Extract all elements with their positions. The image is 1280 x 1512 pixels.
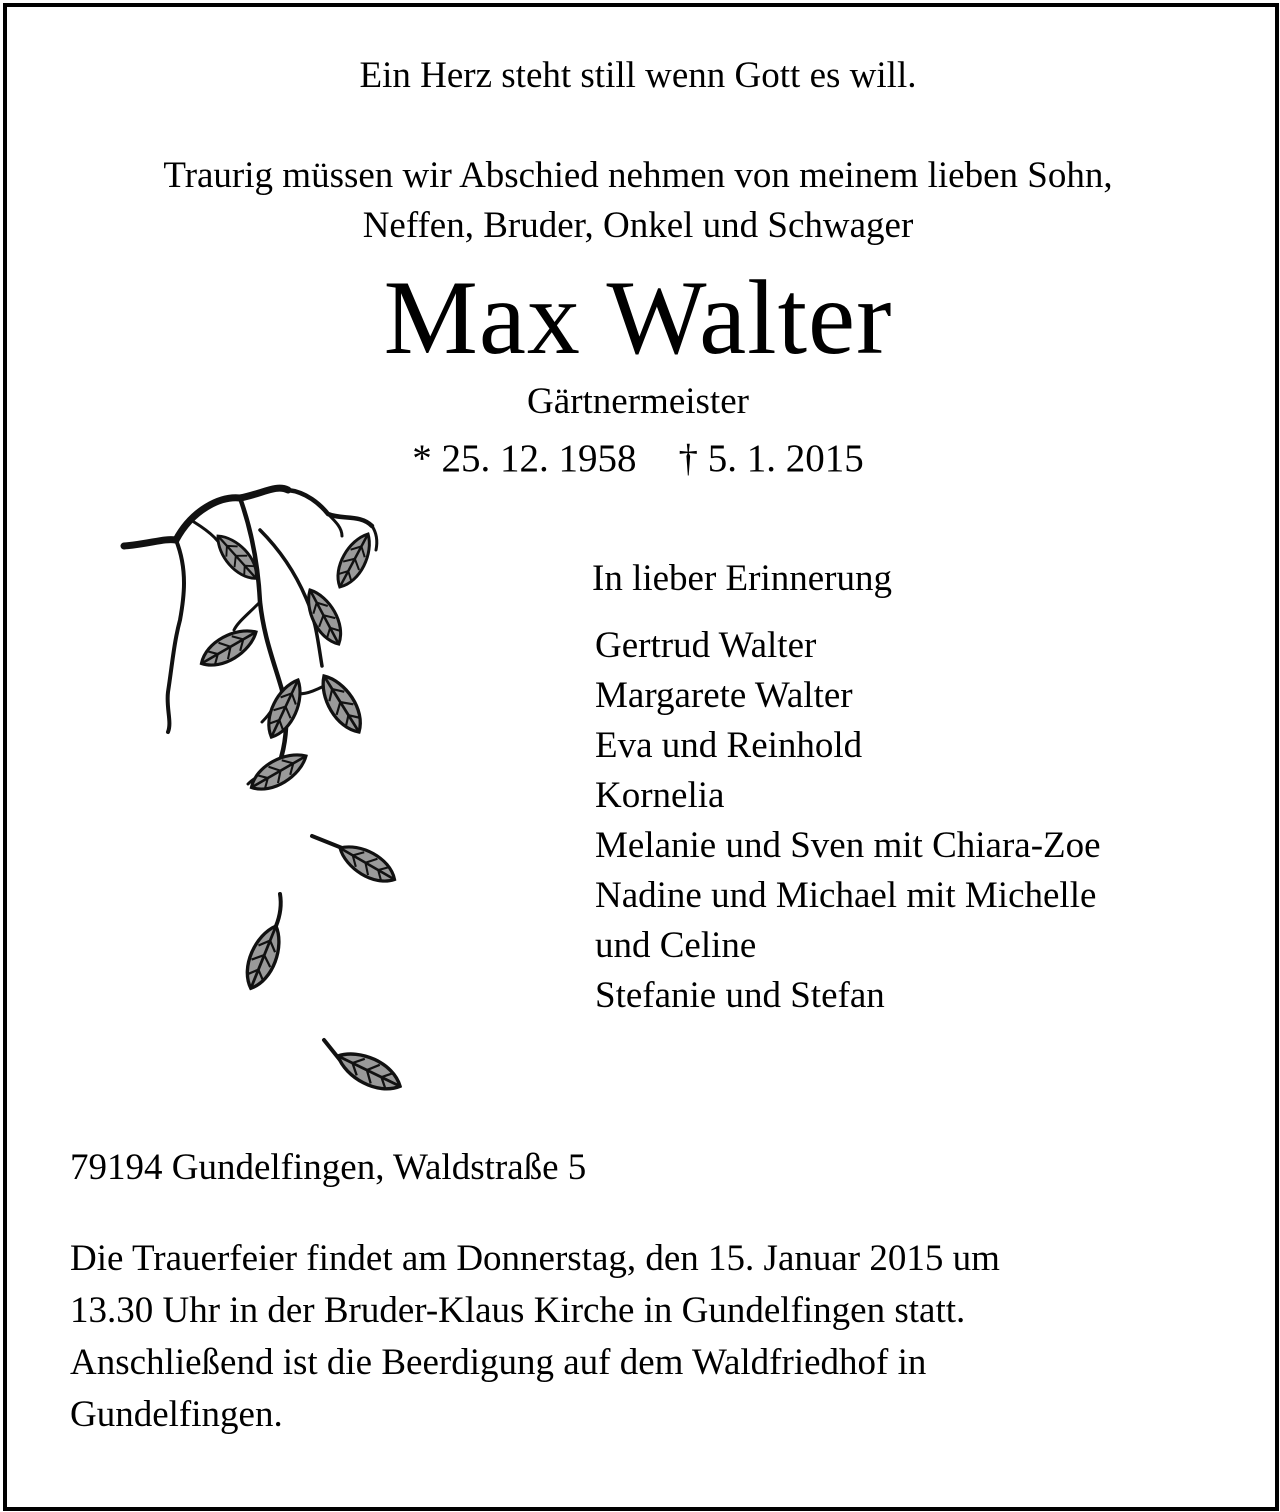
list-item: Eva und Reinhold xyxy=(595,725,863,766)
address: 79194 Gundelfingen, Waldstraße 5 xyxy=(70,1147,587,1188)
ceremony-line: 13.30 Uhr in der Bruder-Klaus Kirche in Gundelfingen statt. xyxy=(70,1290,966,1331)
death-date: † 5. 1. 2015 xyxy=(678,437,864,480)
motto: Ein Herz steht still wenn Gott es will. xyxy=(359,55,917,96)
mourners-list xyxy=(595,624,1101,1024)
list-item: Melanie und Sven mit Chiara-Zoe xyxy=(595,825,1101,866)
memory-title: In lieber Erinnerung xyxy=(592,558,892,599)
intro-line-1: Traurig müssen wir Abschied nehmen von meinem lieben Sohn, xyxy=(163,155,1113,196)
deceased-name: Max Walter xyxy=(383,259,893,376)
branch-with-falling-leaves-icon xyxy=(110,470,430,1110)
list-item: Gertrud Walter xyxy=(595,625,817,666)
profession: Gärtnermeister xyxy=(527,381,749,422)
ceremony-line: Gundelfingen. xyxy=(70,1394,283,1435)
list-item: Stefanie und Stefan xyxy=(595,975,885,1016)
list-item: Nadine und Michael mit Michelle xyxy=(595,875,1097,916)
ceremony-info xyxy=(70,1236,1000,1444)
list-item: und Celine xyxy=(595,925,757,966)
list-item: Margarete Walter xyxy=(595,675,853,716)
ceremony-line: Anschließend ist die Beerdigung auf dem Waldfriedhof in xyxy=(70,1342,927,1383)
birth-date: * 25. 12. 1958 xyxy=(412,437,637,480)
list-item: Kornelia xyxy=(595,775,725,816)
ceremony-line: Die Trauerfeier findet am Donnerstag, den 15. Januar 2015 um xyxy=(70,1238,1000,1279)
intro-line-2: Neffen, Bruder, Onkel und Schwager xyxy=(362,205,914,246)
